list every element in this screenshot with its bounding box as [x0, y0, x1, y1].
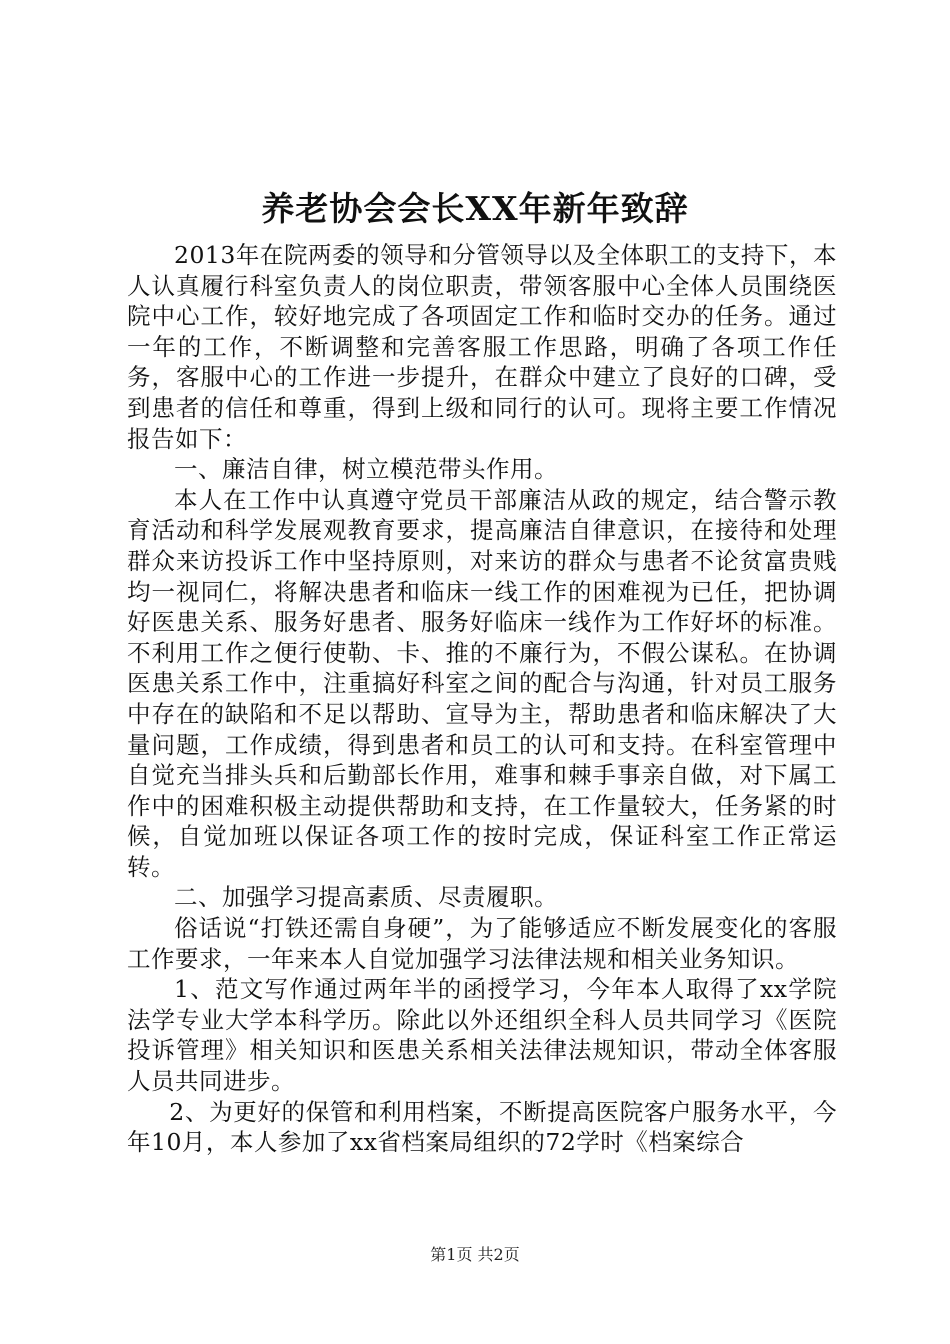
paragraph-intro: 2013年在院两委的领导和分管领导以及全体职工的支持下，本人认真履行科室负责人的岗位职责，带领客服中心全体人员围绕医院中心工作，较好地完成了各项固定工作和临时交办的任务。通过一年的工作，不断调整和完善客服工作思路，明确了各项工作任务，客服中心的工作进一步提升，在群众中建立了良好的口碑，受到患者的信任和尊重，得到上级和同行的认可。现将主要工作情况报告如下： [127, 241, 837, 453]
document-title: 养老协会会长XX年新年致辞 [261, 189, 689, 228]
list-item-1: 1、范文写作通过两年半的函授学习，今年本人取得了xx学院法学专业大学本科学历。除此以外还组织全科人员共同学习《医院投诉管理》相关知识和医患关系相关法律法规知识，带动全体客服人员共同进步。 [127, 975, 837, 1096]
list-item-2: 2、为更好的保管和利用档案，不断提高医院客户服务水平，今年10月，本人参加了xx省档案局组织的72学时《档案综合 [127, 1097, 837, 1157]
section-heading-1: 一、廉洁自律，树立模范带头作用。 [174, 455, 558, 484]
page-number-footer: 第1页 共2页 [430, 1245, 520, 1264]
paragraph-section-2: 俗话说“打铁还需自身硬”，为了能够适应不断发展变化的客服工作要求，一年来本人自觉加强学习法律法规和相关业务知识。 [127, 914, 837, 973]
document-body [127, 240, 837, 1158]
section-heading-2: 二、加强学习提高素质、尽责履职。 [174, 883, 558, 912]
paragraph-section-1: 本人在工作中认真遵守党员干部廉洁从政的规定，结合警示教育活动和科学发展观教育要求，提高廉洁自律意识，在接待和处理群众来访投诉工作中坚持原则，对来访的群众与患者不论贫富贵贱均一视同仁，将解决患者和临床一线工作的困难视为已任，把协调好医患关系、服务好患者、服务好临床一线作为工作好坏的标准。不利用工作之便行使勒、卡、推的不廉行为，不假公谋私。在协调医患关系工作中，注重搞好科室之间的配合与沟通，针对员工服务中存在的缺陷和不足以帮助、宣导为主，帮助患者和临床解决了大量问题，工作成绩，得到患者和员工的认可和支持。在科室管理中自觉充当排头兵和后勤部长作用，难事和棘手事亲自做，对下属工作中的困难积极主动提供帮助和支持，在工作量较大，任务紧的时候，自觉加班以保证各项工作的按时完成，保证科室工作正常运转。 [127, 485, 837, 881]
